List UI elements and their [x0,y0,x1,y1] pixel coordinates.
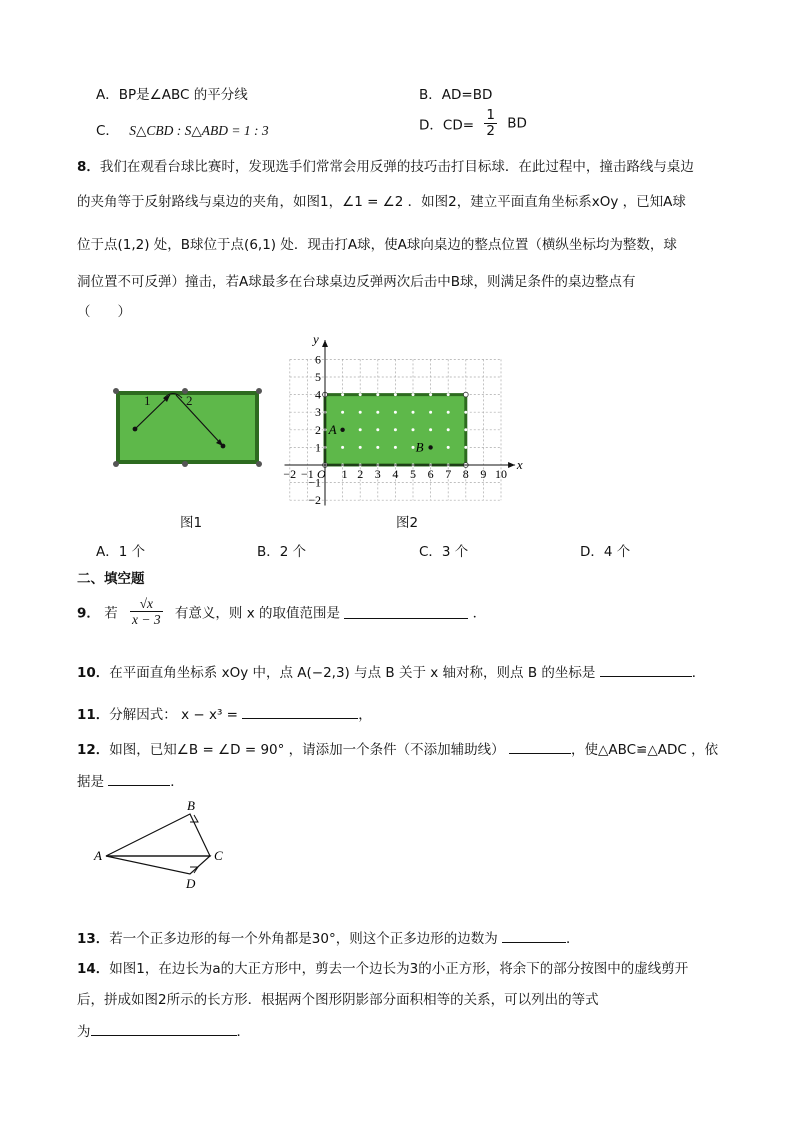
q8-answer-paren: （ ） [77,304,131,320]
question-14-line-2: 后，拼成如图2所示的长方形．根据两个图形阴影部分面积相等的关系，可以列出的等式 [77,992,599,1008]
y-tick-label: −1 [308,475,321,490]
q8-option-a: A．1 个 [96,544,146,560]
fraction-numerator: 1 [486,107,495,123]
integer-point [359,428,362,431]
label-c: C [214,848,223,863]
q14-end: ． [236,1024,250,1040]
q9-end: ． [472,605,487,622]
q12-end: ． [170,774,184,790]
integer-point [447,428,450,431]
q9-fraction [130,596,163,627]
x-tick-label: −1 [301,467,314,481]
label-b: B [187,800,195,813]
integer-point [341,393,344,396]
q13-end: ． [566,931,580,947]
point-a [340,428,344,432]
q14-text: 如图1，在边长为a的大正方形中，剪去一个边长为3的小正方形，将余下的部分按图中的虚线剪开 [109,961,689,977]
x-tick-label: 7 [445,467,452,481]
question-14-line-3 [77,1020,250,1040]
q11-end: ， [358,707,372,723]
q7-option-a: A．BP是∠ABC 的平分线 [96,87,248,103]
y-tick-label: 1 [315,440,321,455]
q8-line-3: 位于点(1,2) 处，B球位于点(6,1) 处．现击打A球，使A球向桌边的整点位置（横纵坐标均为整数，球 [77,237,677,253]
pocket [182,461,188,467]
integer-point [376,446,379,449]
integer-point [376,411,379,414]
figure-1-caption: 图1 [180,515,203,531]
q10-answer-blank[interactable] [600,662,692,677]
x-axis-arrow [508,462,515,468]
pocket [113,461,119,467]
integer-point [464,446,467,449]
q12-answer-blank-1[interactable] [509,739,571,754]
q13-answer-blank[interactable] [502,928,566,943]
point-b-label: B [415,439,424,455]
y-tick-label: 3 [315,405,321,420]
triangle-abc [106,814,210,856]
q7-option-c [96,119,269,139]
label-a: A [94,848,102,863]
q9-prefix: 若 [104,605,118,622]
q11-text: 分解因式： x − x³ = [109,707,238,723]
integer-point [376,393,379,396]
origin-label: O [317,467,326,481]
q9-text: 有意义，则 x 的取值范围是 [174,605,340,622]
q10-text: 在平面直角坐标系 xOy 中，点 A(−2,3) 与点 B 关于 x 轴对称，则点 B 的坐标是 [109,665,596,681]
q7-option-c-expr: S△CBD : S△ABD = 1 : 3 [129,123,269,138]
q8-line-1 [77,155,694,175]
fraction-denominator: 2 [486,123,495,139]
y-tick-label: 5 [315,370,321,384]
question-number: 12． [77,742,110,758]
q12-text: 如图，已知∠B = ∠D = 90° ，请添加一个条件（不添加辅助线） [109,742,505,758]
x-tick-label: 2 [357,467,364,481]
pocket [256,388,262,394]
ball-a [133,427,138,432]
integer-point [359,411,362,414]
ball-b [221,444,226,449]
y-tick-label: 4 [315,387,321,402]
question-13 [77,927,580,947]
integer-point [394,393,397,396]
x-tick-label: 3 [374,467,381,481]
figure-1-billiard-table [110,385,265,470]
integer-point [394,411,397,414]
x-tick-label: 9 [480,467,487,481]
q7-option-c-label: C． [96,123,119,139]
pocket [256,461,262,467]
integer-point [412,393,415,396]
integer-point [412,411,415,414]
integer-point [429,393,432,396]
q14-answer-blank[interactable] [91,1021,237,1036]
section-2-title: 二、填空题 [77,571,145,587]
integer-point [447,393,450,396]
integer-point [394,428,397,431]
point-a-label: A [328,421,337,437]
x-tick-label: 4 [392,467,399,481]
question-number: 8． [77,159,100,175]
q7-option-b: B．AD=BD [419,87,493,103]
q12-text-3: 据是 [77,774,104,790]
question-12-line-2 [77,770,184,790]
q8-option-d: D．4 个 [580,544,631,560]
y-tick-label: 6 [315,352,321,367]
q7-option-d-suffix: BD [507,115,527,132]
x-tick-label: 5 [410,467,416,481]
integer-point [376,428,379,431]
question-12-line-1 [77,738,718,758]
q12-answer-blank-2[interactable] [108,771,170,786]
x-tick-label: −2 [283,467,297,481]
q10-end: ． [691,665,706,681]
question-number: 14． [77,961,110,977]
x-tick-label: 6 [427,467,434,481]
integer-point [429,411,432,414]
q8-option-b: B．2 个 [257,544,307,560]
question-14-line-1 [77,957,688,977]
q8-line-4: 洞位置不可反弹）撞击，若A球最多在台球桌边反弹两次后击中B球，则满足条件的桌边整点有 [77,274,636,290]
label-d: D [186,876,196,890]
q7-option-d-fraction [484,108,497,139]
q8-text: 我们在观看台球比赛时，发现选手们常常会用反弹的技巧击打目标球．在此过程中，撞击路线与桌边 [99,159,694,175]
y-tick-label: 2 [315,422,321,437]
figure-2-coordinate-plane [278,333,528,513]
question-number: 13． [77,931,110,947]
y-axis-label: y [313,333,319,347]
integer-point [429,428,432,431]
question-10 [77,661,705,681]
integer-point [464,411,467,414]
angle-1-label: 1 [144,393,151,408]
point-b [428,445,432,449]
integer-point [359,393,362,396]
pocket [463,392,468,397]
pocket [113,388,119,394]
q7-option-d [419,108,527,139]
triangle-adc [106,856,210,874]
x-tick-label: 8 [462,467,469,481]
integer-point [394,446,397,449]
integer-point [464,428,467,431]
figure-2-caption: 图2 [396,515,419,531]
q9-answer-blank[interactable] [344,604,468,619]
q8-option-c: C．3 个 [419,544,469,560]
y-tick-label: −2 [308,493,321,508]
q13-text: 若一个正多边形的每一个外角都是30°，则这个正多边形的边数为 [109,931,498,947]
x-tick-label: 1 [341,467,348,481]
angle-2-label: 2 [186,393,193,408]
integer-point [447,446,450,449]
integer-point [412,446,415,449]
q7-option-d-prefix: D．CD= [419,117,475,134]
q8-line-2: 的夹角等于反射路线与桌边的夹角，如图1，∠1 = ∠2 ．如图2，建立平面直角坐标系xOy ，已知A球 [77,194,686,210]
q11-answer-blank[interactable] [242,704,358,719]
fraction-denominator: x − 3 [132,612,161,627]
question-number: 11． [77,707,110,723]
question-11 [77,703,372,723]
fraction-numerator: √x [130,596,163,612]
y-axis-arrow [322,340,328,347]
integer-point [447,411,450,414]
q12-text-2: ，使△ABC≌△ADC ，依 [570,742,719,758]
integer-point [341,446,344,449]
q14-text-3: 为 [77,1024,91,1040]
question-9 [77,596,486,627]
integer-point [341,411,344,414]
x-tick-label: 10 [495,467,507,481]
integer-point [412,428,415,431]
x-axis-label: x [516,457,523,472]
question-number: 10． [77,665,110,681]
question-number: 9． [77,605,100,622]
q12-figure [90,800,230,890]
integer-point [359,446,362,449]
